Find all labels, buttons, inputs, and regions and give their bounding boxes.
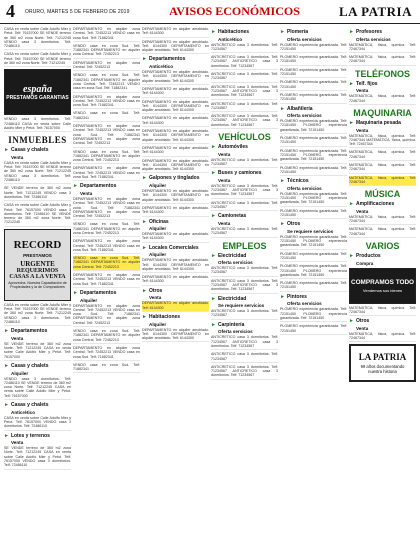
- classified-ad: MATEMÁTICA, física, química. Telf: 72467344: [349, 43, 416, 54]
- column-5: ► Plomería Oferta servicios PLOMERO experiencia garantizada. Telf: 72151450 PLOMERO experiencia garantizada. Telf: 72151450 PLOMERO experiencia garantizada. Telf: 72151450 PLOMERO experiencia garantizada. Telf: 72151450 PLOMERO experiencia garantizada. Telf: 72151450 ► Albañilería Oferta servicios PLOMERO experiencia garantizada. Telf: 72151450 PLOMERO experiencia garantizada. Telf: 72151450 PLOMERO experiencia garantizada. Telf: 72151450 PLOMERO experiencia garantizada. Telf: 72151450 PLOMERO experiencia garantizada. Telf: 72151450 PLOMERO experiencia garantizada. Telf: 72151450 ► Técnicos Oferta servicios PLOMERO experiencia garantizada. Telf: 72151450 PLOMERO experiencia garantizada. Telf: 72151450 PLOMERO experiencia garantizada. Telf: 72151450 ► Otros Se requiere servicios PLOMERO experiencia garantizada. Telf: 72151450 PLOMERO experiencia garantizada. Telf: 72151450 PLOMERO experiencia garantizada. Telf: 72151450 PLOMERO experiencia garantizada. Telf: 72151450 PLOMERO experiencia garantizada. Telf: 72151450 PLOMERO experiencia garantizada. Telf: 72151450 ► Pintores Oferta servicios PLOMERO experiencia garantizada. Telf: 72151450 PLOMERO experiencia garantizada. Telf: 72151450 PLOMERO experiencia garantizada. Telf: 72151450: [280, 27, 347, 539]
- arrow-right-icon: ►: [280, 105, 285, 112]
- classified-ad: CASA en venta sobre Calle Adolfo Mier y Petot. Telf: 76157000 SE VENDE terreno de 360 m2 zona Norte. Telf: 71212245 VENDO casa 3 dormitorios. Telf: 72486110: [4, 27, 71, 50]
- classified-ad: VENDO casa en zona Sud. Telf: 71882341: [73, 111, 140, 122]
- classified-ad: DEPARTAMENTO en alquiler zona Central. Telf: 72452213 VENDO casa en zona Sud. Telf: 71882341: [73, 166, 140, 181]
- section-header: ► Productos: [349, 253, 381, 260]
- classified-ad: DEPARTAMENTO en alquiler zona Central. Telf: 72452213 VENDO casa en zona Sud. Telf: 71882341: [73, 27, 140, 42]
- classified-ad: ANTICRETICO casa 3 dormitorios. Telf: 71234567: [211, 43, 278, 54]
- section-header: ► Departamentos: [73, 289, 117, 296]
- classified-ad: DEPARTAMENTO en alquiler zona Central. Telf: 72452213 VENDO casa en zona Sud. Telf: 71882341: [73, 239, 140, 254]
- section-header: ► Automóviles: [211, 144, 248, 151]
- classified-ad: VENDO casa en zona Sud. Telf: 71882341 DEPARTAMENTO en alquiler zona Central. Telf: 72452213: [73, 44, 140, 59]
- arrow-right-icon: ►: [349, 29, 354, 35]
- section-header: ► Telf. fijos: [349, 80, 378, 87]
- classified-ad: DEPARTAMENTO en alquiler zona Central. Telf: 72452213 VENDO casa en zona Sud. Telf: 71882341: [73, 95, 140, 110]
- section-header: ► Casas y chalets: [4, 402, 49, 409]
- arrow-right-icon: ►: [142, 218, 147, 225]
- classified-ad: SE VENDE terreno de 360 m2 zona Norte. Telf: 71212245 VENDO casa 3 dormitorios. Telf: 72486110: [4, 186, 71, 201]
- arrow-right-icon: ►: [4, 432, 9, 439]
- section-header: ► Camionetas: [211, 213, 247, 220]
- arrow-right-icon: ►: [280, 178, 285, 185]
- classified-ad: ANTICRETICO casa 3 dormitorios. Telf: 71234567: [211, 102, 278, 113]
- arrow-right-icon: ►: [4, 328, 9, 335]
- classified-ad: PLOMERO experiencia garantizada. Telf: 72151450 PLOMERO experiencia garantizada. Telf: 72151450: [280, 307, 347, 322]
- section-header: ► Plomería: [280, 29, 309, 35]
- classified-ad: MATEMÁTICA, física, química. Telf: 72467344: [349, 306, 416, 317]
- banner-musica: MÚSICA: [364, 189, 401, 200]
- column-1: CASA en venta sobre Calle Adolfo Mier y Petot. Telf: 76157000 SE VENDE terreno de 360 m2 zona Norte. Telf: 71212245 VENDO casa 3 dormitorios. Telf: 72486110 CASA en venta sobre Calle Adolfo Mier y Petot. Telf: 76157000 SE VENDE terreno de 360 m2 zona Norte. Telf: 71212245 españa PRESTAMOS GARANTIAS VENDO casa 3 dormitorios. Telf: 72486110 CASA en venta sobre Calle Adolfo Mier y Petot. Telf: 76157000 INMUEBLES ► Casas y chalets Venta CASA en venta sobre Calle Adolfo Mier y Petot. Telf: 76157000 SE VENDE terreno de 360 m2 zona Norte. Telf: 71212245 VENDO casa 3 dormitorios. Telf: 72486110 SE VENDE terreno de 360 m2 zona Norte. Telf: 71212245 VENDO casa 3 dormitorios. Telf: 72486110 CASA en venta sobre Calle Adolfo Mier y Petot. Telf: 76157000 VENDO casa 3 dormitorios. Telf: 72486110 SE VENDE terreno de 360 m2 zona Norte. Telf: 71212245 RECORD PRESTAMOS URGENTE REQUERIMOS CASAS A LA VENTA Aprovecha. Nuestra Capacitación de Propiedades y la de Compradores CASA en venta sobre Calle Adolfo Mier y Petot. Telf: 76157000 SE VENDE terreno de 360 m2 zona Norte. Telf: 71212245 VENDO casa 3 dormitorios. Telf: 72486110 ► Departamentos Venta SE VENDE terreno de 360 m2 zona Norte. Telf: 71212245 CASA en venta sobre Calle Adolfo Mier y Petot. Telf: 76157000 ► Casas y chalets Alquiler VENDO casa 3 dormitorios. Telf: 72486110 SE VENDE terreno de 360 m2 zona Norte. Telf: 71212245 CASA en venta sobre Calle Adolfo Mier y Petot. Telf: 76157000 ► Casas y chalets Anticrético CASA en venta sobre Calle Adolfo Mier y Petot. Telf: 76157000 VENDO casa 3 dormitorios. Telf: 72486110 ► Lotes y terrenos Venta SE VENDE terreno de 360 m2 zona Norte. Telf: 71212245 CASA en venta sobre Calle Adolfo Mier y Petot. Telf: 76157000 VENDO casa 3 dormitorios. Telf: 72486110: [4, 27, 71, 539]
- banner-telefonos: TELÉFONOS: [354, 68, 410, 79]
- classified-ad: DEPARTAMENTO en alquiler amoblado. Telf: 6144300 DEPARTAMENTO en alquiler amoblado. Telf: 6144300: [142, 189, 209, 204]
- arrow-right-icon: ►: [280, 221, 285, 228]
- classified-ad: MATEMÁTICA, física, química. Telf: 72467344: [349, 332, 416, 343]
- classified-ad: DEPARTAMENTO en alquiler amoblado. Telf: 6144300: [142, 275, 209, 286]
- classified-ad: PLOMERO experiencia garantizada. Telf: 72151450: [280, 281, 347, 292]
- section-title: AVISOS ECONÓMICOS: [169, 4, 300, 18]
- classified-ad: PLOMERO experiencia garantizada. Telf: 72151450: [280, 166, 347, 177]
- arrow-right-icon: ►: [142, 56, 147, 63]
- classified-ad: DEPARTAMENTO en alquiler amoblado. Telf: 6144300: [142, 232, 209, 243]
- section-header: ► Oficinas: [142, 218, 169, 225]
- page-header: [0, 0, 420, 24]
- arrow-right-icon: ►: [280, 29, 285, 35]
- classified-ad: PLOMERO experiencia garantizada. Telf: 72151450: [280, 252, 347, 263]
- classified-ad: DEPARTAMENTO en alquiler amoblado. Telf: 6144300: [142, 116, 209, 127]
- classified-ad: DEPARTAMENTO en alquiler amoblado. Telf: 6144300: [142, 87, 209, 98]
- arrow-right-icon: ►: [211, 144, 216, 151]
- classified-ad: ANTICRETICO casa 3 dormitorios. Telf: 71234567: [211, 72, 278, 83]
- classified-ad: PLOMERO experiencia garantizada. Telf: 72151450 PLOMERO experiencia garantizada. Telf: 72151450: [280, 149, 347, 164]
- classified-ad: DEPARTAMENTO en alquiler amoblado. Telf: 6144300 DEPARTAMENTO en alquiler amoblado. Telf: 6144300: [142, 40, 209, 55]
- classified-ad: ANTICRETICO casa 3 dormitorios. Telf: 71234567 ANTICRETICO casa 3 dormitorios. Telf: 71234567: [211, 365, 278, 380]
- arrow-right-icon: ►: [4, 402, 9, 409]
- highlighted-ad: DEPARTAMENTO en alquiler amoblado. Telf: 6144300: [142, 301, 209, 312]
- arrow-right-icon: ►: [142, 244, 147, 251]
- classified-ad: DEPARTAMENTO en alquiler amoblado. Telf: 6144300: [142, 27, 209, 38]
- classified-ad: ANTICRETICO casa 3 dormitorios. Telf: 71234567 ANTICRETICO casa 3 dormitorios. Telf: 71234567: [211, 114, 278, 129]
- classified-ad: ANTICRETICO casa 3 dormitorios. Telf: 71234567 ANTICRETICO casa 3 dormitorios. Telf: 71234567: [211, 184, 278, 199]
- classified-ad: VENDO casa en zona Sud. Telf: 71882341 DEPARTAMENTO en alquiler zona Central. Telf: 72452213 VENDO casa en zona Sud. Telf: 71882341: [73, 73, 140, 92]
- classified-ad: MATEMÁTICA, física, química. Telf: 72467344: [349, 163, 416, 174]
- classified-ad: DEPARTAMENTO en alquiler amoblado. Telf: 6144300 DEPARTAMENTO en alquiler amoblado. Telf: 6144300: [142, 100, 209, 115]
- classified-ad: MATEMÁTICA, física, química. Telf: 72467344: [349, 227, 416, 238]
- classified-ad: VENDO casa en zona Sud. Telf: 71882341 DEPARTAMENTO en alquiler zona Central. Telf: 72452213: [73, 329, 140, 344]
- classified-ad: ANTICRETICO casa 3 dormitorios. Telf: 71234567: [211, 158, 278, 169]
- arrow-right-icon: ►: [349, 80, 354, 87]
- section-header: ► Otros: [349, 318, 370, 325]
- classified-ad: MATEMÁTICA, física, química. Telf: 72467344: [349, 150, 416, 161]
- section-header: ► Pintores: [280, 293, 307, 300]
- classified-ad: DEPARTAMENTO en alquiler amoblado. Telf: 6144300 DEPARTAMENTO en alquiler amoblado. Telf: 6144300: [142, 129, 209, 144]
- classified-ad: MATEMÁTICA, física, química. Telf: 72467344: [349, 215, 416, 226]
- banner-empleos: EMPLEOS: [222, 240, 267, 251]
- section-header: ► Departamentos: [4, 328, 48, 335]
- section-header: ► Amplificaciones: [349, 201, 395, 208]
- classified-ad: ANTICRETICO casa 3 dormitorios. Telf: 71234567: [211, 352, 278, 363]
- classified-ad: VENDO casa 3 dormitorios. Telf: 72486110 CASA en venta sobre Calle Adolfo Mier y Petot. Telf: 76157000: [4, 117, 71, 132]
- classified-ad: PLOMERO experiencia garantizada. Telf: 72151450 PLOMERO experiencia garantizada. Telf: 72151450: [280, 264, 347, 279]
- la-patria-promo: LA PATRIA 99 años documentando nuestra historia: [349, 344, 416, 382]
- arrow-right-icon: ►: [142, 175, 147, 182]
- classified-ad: ANTICRETICO casa 3 dormitorios. Telf: 71234567: [211, 201, 278, 212]
- arrow-right-icon: ►: [349, 253, 354, 260]
- arrow-right-icon: ►: [211, 213, 216, 220]
- arrow-right-icon: ►: [211, 321, 216, 328]
- banner-varios: VARIOS: [365, 241, 400, 252]
- classified-ad: DEPARTAMENTO en alquiler zona Central. Telf: 72452213 VENDO casa en zona Sud. Telf: 71882341 DEPARTAMENTO en alquiler zona Central. Telf: 72452213: [73, 304, 140, 327]
- section-header: ► Departamentos: [73, 183, 117, 190]
- classified-ad: PLOMERO experiencia garantizada. Telf: 72151450: [280, 93, 347, 104]
- arrow-right-icon: ►: [349, 119, 354, 126]
- arrow-right-icon: ►: [349, 318, 354, 325]
- classified-ad: ANTICRETICO casa 3 dormitorios. Telf: 71234567 ANTICRETICO casa 3 dormitorios. Telf: 71234567: [211, 85, 278, 100]
- classified-ad: CASA en venta sobre Calle Adolfo Mier y Petot. Telf: 76157000 VENDO casa 3 dormitorios. Telf: 72486110: [4, 416, 71, 431]
- classified-ad: DEPARTAMENTO en alquiler zona Central. Telf: 72452213 VENDO casa en zona Sud. Telf: 71882341 DEPARTAMENTO en alquiler zona Central. Telf: 72452213: [73, 197, 140, 220]
- classified-ad: ANTICRETICO casa 3 dormitorios. Telf: 71234567: [211, 309, 278, 320]
- classified-ad: VENDO casa en zona Sud. Telf: 71882341 DEPARTAMENTO en alquiler zona Central. Telf: 72452213: [73, 150, 140, 165]
- section-header: ► Lotes y terrenos: [4, 432, 50, 439]
- arrow-right-icon: ►: [349, 201, 354, 208]
- classified-ad: PLOMERO experiencia garantizada. Telf: 72151450: [280, 136, 347, 147]
- classified-ad: DEPARTAMENTO en alquiler zona Central. Telf: 72452213: [73, 61, 140, 72]
- classified-ad: PLOMERO experiencia garantizada. Telf: 72151450 PLOMERO experiencia garantizada. Telf: 72151450: [280, 119, 347, 134]
- column-4: ► Habitaciones Anticrético ANTICRETICO casa 3 dormitorios. Telf: 71234567 ANTICRETICO casa 3 dormitorios. Telf: 71234567 ANTICRETICO casa 3 dormitorios. Telf: 71234567 ANTICRETICO casa 3 dormitorios. Telf: 71234567 ANTICRETICO casa 3 dormitorios. Telf: 71234567 ANTICRETICO casa 3 dormitorios. Telf: 71234567 ANTICRETICO casa 3 dormitorios. Telf: 71234567 ANTICRETICO casa 3 dormitorios. Telf: 71234567 ANTICRETICO casa 3 dormitorios. Telf: 71234567 VEHÍCULOS ► Automóviles Venta ANTICRETICO casa 3 dormitorios. Telf: 71234567 ► Buses y camiones Venta ANTICRETICO casa 3 dormitorios. Telf: 71234567 ANTICRETICO casa 3 dormitorios. Telf: 71234567 ANTICRETICO casa 3 dormitorios. Telf: 71234567 ► Camionetas Venta ANTICRETICO casa 3 dormitorios. Telf: 71234567 EMPLEOS ► Electricidad Oferta servicios ANTICRETICO casa 3 dormitorios. Telf: 71234567 ANTICRETICO casa 3 dormitorios. Telf: 71234567 ANTICRETICO casa 3 dormitorios. Telf: 71234567 ► Electricidad Se requiere servicios ANTICRETICO casa 3 dormitorios. Telf: 71234567 ► Carpintería Oferta servicios ANTICRETICO casa 3 dormitorios. Telf: 71234567 ANTICRETICO casa 3 dormitorios. Telf: 71234567 ANTICRETICO casa 3 dormitorios. Telf: 71234567 ANTICRETICO casa 3 dormitorios. Telf: 71234567 ANTICRETICO casa 3 dormitorios. Telf: 71234567: [211, 27, 278, 539]
- section-header: ► Buses y camiones: [211, 170, 262, 177]
- arrow-right-icon: ►: [142, 313, 147, 320]
- classified-ad: PLOMERO experiencia garantizada. Telf: 72151450: [280, 55, 347, 66]
- arrow-right-icon: ►: [4, 362, 9, 369]
- classified-ad: DEPARTAMENTO en alquiler zona Central. Telf: 72452213 VENDO casa en zona Sud. Telf: 71882341: [73, 346, 140, 361]
- arrow-right-icon: ►: [142, 287, 147, 294]
- classified-ad: PLOMERO experiencia garantizada. Telf: 72151450: [280, 209, 347, 220]
- classified-ad: ANTICRETICO casa 3 dormitorios. Telf: 71234567 ANTICRETICO casa 3 dormitorios. Telf: 71234567: [211, 55, 278, 70]
- section-header: ► Otros: [280, 221, 301, 228]
- classified-ad: PLOMERO experiencia garantizada. Telf: 72151450: [280, 324, 347, 335]
- banner-vehiculos: VEHÍCULOS: [218, 132, 271, 143]
- highlighted-ad: VENDO casa en zona Sud. Telf: 71882341 DEPARTAMENTO en alquiler zona Central. Telf: 72452213: [73, 256, 140, 271]
- classified-ad: PLOMERO experiencia garantizada. Telf: 72151450: [280, 43, 347, 54]
- arrow-right-icon: ►: [73, 183, 78, 190]
- arrow-right-icon: ►: [211, 252, 216, 259]
- section-header: ► Departamentos: [142, 56, 186, 63]
- classified-ad: DEPARTAMENTO en alquiler zona Central. Telf: 72452213 VENDO casa en zona Sud. Telf: 71882341: [73, 273, 140, 288]
- banner-maquinaria: MAQUINARIA: [353, 107, 412, 118]
- classified-ad: VENDO casa en zona Sud. Telf: 71882341 DEPARTAMENTO en alquiler zona Central. Telf: 72452213: [73, 222, 140, 237]
- arrow-right-icon: ►: [211, 295, 216, 302]
- page-date: ORURO, MARTES 5 DE FEBRERO DE 2019: [25, 8, 130, 15]
- classified-ad: CASA en venta sobre Calle Adolfo Mier y Petot. Telf: 76157000 SE VENDE terreno de 360 m2 zona Norte. Telf: 71212245: [4, 52, 71, 67]
- section-header: ► Casas y chalets: [4, 147, 49, 154]
- highlighted-ad: MATEMÁTICA, física, química. Telf: 72467344: [349, 176, 416, 187]
- record-logo: RECORD: [13, 239, 62, 252]
- section-header: ► Técnicos: [280, 178, 309, 185]
- classified-ad: DEPARTAMENTO en alquiler amoblado. Telf: 6144300 DEPARTAMENTO en alquiler amoblado. Telf: 6144300: [142, 258, 209, 273]
- spana-logo: españa: [23, 83, 52, 95]
- section-header: ► Galpones y tinglados: [142, 175, 200, 182]
- classified-ad: DEPARTAMENTO en alquiler amoblado. Telf: 6144300 DEPARTAMENTO en alquiler amoblado. Telf: 6144300: [142, 328, 209, 343]
- classified-ad: DEPARTAMENTO en alquiler zona Central. Telf: 72452213 VENDO casa en zona Sud. Telf: 71882341 DEPARTAMENTO en alquiler zona Central. Telf: 72452213: [73, 124, 140, 147]
- arrow-right-icon: ►: [211, 29, 216, 35]
- newspaper-brand: LA PATRIA: [339, 3, 412, 19]
- section-header: ► Maquinaria pesada: [349, 119, 401, 126]
- arrow-right-icon: ►: [211, 170, 216, 177]
- section-header: ► Profesores: [349, 29, 383, 35]
- section-header: ► Albañilería: [280, 105, 313, 112]
- classified-ad: ANTICRETICO casa 3 dormitorios. Telf: 71234567 ANTICRETICO casa 3 dormitorios. Telf: 71234567: [211, 279, 278, 294]
- classified-ad: SE VENDE terreno de 360 m2 zona Norte. Telf: 71212245 CASA en venta sobre Calle Adolfo Mier y Petot. Telf: 76157000: [4, 342, 71, 361]
- classified-ad: SE VENDE terreno de 360 m2 zona Norte. Telf: 71212245 CASA en venta sobre Calle Adolfo Mier y Petot. Telf: 76157000 VENDO casa 3 dormitorios. Telf: 72486110: [4, 446, 71, 469]
- classified-ad: DEPARTAMENTO en alquiler amoblado. Telf: 6144300: [142, 146, 209, 157]
- classified-ad: DEPARTAMENTO en alquiler amoblado. Telf: 6144300 DEPARTAMENTO en alquiler amoblado. Telf: 6144300: [142, 70, 209, 85]
- section-header: ► Carpintería: [211, 321, 245, 328]
- arrow-right-icon: ►: [280, 293, 285, 300]
- classified-ad: ANTICRETICO casa 3 dormitorios. Telf: 71234567 ANTICRETICO casa 3 dormitorios. Telf: 71234567: [211, 335, 278, 350]
- record-advertisement: RECORD PRESTAMOS URGENTE REQUERIMOS CASAS A LA VENTA Aprovecha. Nuestra Capacitación de Propiedades y la de Compradores: [4, 229, 71, 301]
- column-6: ► Profesores Oferta servicios MATEMÁTICA, física, química. Telf: 72467344 MATEMÁTICA, física, química. Telf: 72467344 TELÉFONOS ► Telf. fijos Venta MATEMÁTICA, física, química. Telf: 72467344 MAQUINARIA ► Maquinaria pesada Venta MATEMÁTICA, física, química. Telf: 72467344 MATEMÁTICA, física, química. Telf: 72467344 MATEMÁTICA, física, química. Telf: 72467344 MATEMÁTICA, física, química. Telf: 72467344 MATEMÁTICA, física, química. Telf: 72467344 MÚSICA ► Amplificaciones Venta MATEMÁTICA, física, química. Telf: 72467344 MATEMÁTICA, física, química. Telf: 72467344 VARIOS ► Productos Compra COMPRAMOS TODO Vendemos sus bienes MATEMÁTICA, física, química. Telf: 72467344 ► Otros Venta MATEMÁTICA, física, química. Telf: 72467344 LA PATRIA 99 años documentando nuestra historia: [349, 27, 416, 539]
- classified-ad: CASA en venta sobre Calle Adolfo Mier y Petot. Telf: 76157000 SE VENDE terreno de 360 m2 zona Norte. Telf: 71212245 VENDO casa 3 dormitorios. Telf: 72486110: [4, 303, 71, 326]
- classified-ad: VENDO casa en zona Sud. Telf: 71882341: [73, 363, 140, 374]
- classified-ad: ANTICRETICO casa 3 dormitorios. Telf: 71234567: [211, 227, 278, 238]
- classified-ad: ANTICRETICO casa 3 dormitorios. Telf: 71234567: [211, 266, 278, 277]
- classified-ad: CASA en venta sobre Calle Adolfo Mier y Petot. Telf: 76157000 VENDO casa 3 dormitorios. Telf: 72486110 SE VENDE terreno de 360 m2 zona Norte. Telf: 71212245: [4, 203, 71, 226]
- classified-ad: CASA en venta sobre Calle Adolfo Mier y Petot. Telf: 76157000 SE VENDE terreno de 360 m2 zona Norte. Telf: 71212245 VENDO casa 3 dormitorios. Telf: 72486110: [4, 161, 71, 184]
- section-header: ► Electricidad: [211, 252, 247, 259]
- section-header: ► Habitaciones: [142, 313, 181, 320]
- classified-ad: MATEMÁTICA, física, química. Telf: 72467344: [349, 94, 416, 105]
- spana-advertisement: españa PRESTAMOS GARANTIAS: [4, 69, 71, 115]
- classified-ad: MATEMÁTICA, física, química. Telf: 72467344: [349, 55, 416, 66]
- section-header: ► Locales Comerciales: [142, 244, 199, 251]
- classified-ad: DEPARTAMENTO en alquiler amoblado. Telf: 6144300 DEPARTAMENTO en alquiler amoblado. Telf: 6144300: [142, 159, 209, 174]
- arrow-right-icon: ►: [4, 147, 9, 154]
- compramos-advertisement: COMPRAMOS TODO Vendemos sus bienes: [349, 268, 416, 304]
- column-3: DEPARTAMENTO en alquiler amoblado. Telf: 6144300 DEPARTAMENTO en alquiler amoblado. Telf: 6144300 DEPARTAMENTO en alquiler amoblado. Telf: 6144300 ► Departamentos Anticrético DEPARTAMENTO en alquiler amoblado. Telf: 6144300 DEPARTAMENTO en alquiler amoblado. Telf: 6144300 DEPARTAMENTO en alquiler amoblado. Telf: 6144300 DEPARTAMENTO en alquiler amoblado. Telf: 6144300 DEPARTAMENTO en alquiler amoblado. Telf: 6144300 DEPARTAMENTO en alquiler amoblado. Telf: 6144300 DEPARTAMENTO en alquiler amoblado. Telf: 6144300 DEPARTAMENTO en alquiler amoblado. Telf: 6144300 DEPARTAMENTO en alquiler amoblado. Telf: 6144300 DEPARTAMENTO en alquiler amoblado. Telf: 6144300 DEPARTAMENTO en alquiler amoblado. Telf: 6144300 ► Galpones y tinglados Alquiler DEPARTAMENTO en alquiler amoblado. Telf: 6144300 DEPARTAMENTO en alquiler amoblado. Telf: 6144300 DEPARTAMENTO en alquiler amoblado. Telf: 6144300 ► Oficinas Alquiler DEPARTAMENTO en alquiler amoblado. Telf: 6144300 ► Locales Comerciales Alquiler DEPARTAMENTO en alquiler amoblado. Telf: 6144300 DEPARTAMENTO en alquiler amoblado. Telf: 6144300 DEPARTAMENTO en alquiler amoblado. Telf: 6144300 ► Otros Venta DEPARTAMENTO en alquiler amoblado. Telf: 6144300 ► Habitaciones Alquiler DEPARTAMENTO en alquiler amoblado. Telf: 6144300 DEPARTAMENTO en alquiler amoblado. Telf: 6144300: [142, 27, 209, 539]
- section-header: ► Electricidad: [211, 295, 247, 302]
- classified-ad: PLOMERO experiencia garantizada. Telf: 72151450: [280, 68, 347, 79]
- arrow-right-icon: ►: [73, 289, 78, 296]
- classified-ad: DEPARTAMENTO en alquiler amoblado. Telf: 6144300: [142, 206, 209, 217]
- classified-ad: VENDO casa 3 dormitorios. Telf: 72486110 SE VENDE terreno de 360 m2 zona Norte. Telf: 71212245 CASA en venta sobre Calle Adolfo Mier y Petot. Telf: 76157000: [4, 377, 71, 400]
- classified-ad: PLOMERO experiencia garantizada. Telf: 72151450: [280, 80, 347, 91]
- section-header: ► Casas y chalets: [4, 362, 49, 369]
- section-header: ► Otros: [142, 287, 163, 294]
- page-number: 4: [6, 1, 15, 21]
- banner-inmuebles: INMUEBLES: [8, 135, 67, 146]
- column-2: DEPARTAMENTO en alquiler zona Central. Telf: 72452213 VENDO casa en zona Sud. Telf: 71882341 VENDO casa en zona Sud. Telf: 71882341 DEPARTAMENTO en alquiler zona Central. Telf: 72452213 DEPARTAMENTO en alquiler zona Central. Telf: 72452213 VENDO casa en zona Sud. Telf: 71882341 DEPARTAMENTO en alquiler zona Central. Telf: 72452213 VENDO casa en zona Sud. Telf: 71882341 DEPARTAMENTO en alquiler zona Central. Telf: 72452213 VENDO casa en zona Sud. Telf: 71882341 VENDO casa en zona Sud. Telf: 71882341 DEPARTAMENTO en alquiler zona Central. Telf: 72452213 VENDO casa en zona Sud. Telf: 71882341 DEPARTAMENTO en alquiler zona Central. Telf: 72452213 VENDO casa en zona Sud. Telf: 71882341 DEPARTAMENTO en alquiler zona Central. Telf: 72452213 DEPARTAMENTO en alquiler zona Central. Telf: 72452213 VENDO casa en zona Sud. Telf: 71882341 ► Departamentos Venta DEPARTAMENTO en alquiler zona Central. Telf: 72452213 VENDO casa en zona Sud. Telf: 71882341 DEPARTAMENTO en alquiler zona Central. Telf: 72452213 VENDO casa en zona Sud. Telf: 71882341 DEPARTAMENTO en alquiler zona Central. Telf: 72452213 DEPARTAMENTO en alquiler zona Central. Telf: 72452213 VENDO casa en zona Sud. Telf: 71882341 VENDO casa en zona Sud. Telf: 71882341 DEPARTAMENTO en alquiler zona Central. Telf: 72452213 DEPARTAMENTO en alquiler zona Central. Telf: 72452213 VENDO casa en zona Sud. Telf: 71882341 ► Departamentos Alquiler DEPARTAMENTO en alquiler zona Central. Telf: 72452213 VENDO casa en zona Sud. Telf: 71882341 DEPARTAMENTO en alquiler zona Central. Telf: 72452213 VENDO casa en zona Sud. Telf: 71882341 DEPARTAMENTO en alquiler zona Central. Telf: 72452213 DEPARTAMENTO en alquiler zona Central. Telf: 72452213 VENDO casa en zona Sud. Telf: 71882341 VENDO casa en zona Sud. Telf: 71882341: [73, 27, 140, 539]
- classified-ad: PLOMERO experiencia garantizada. Telf: 72151450 PLOMERO experiencia garantizada. Telf: 72151450: [280, 235, 347, 250]
- classified-ad: MATEMÁTICA, física, química. Telf: 72467344 MATEMÁTICA, física, química. Telf: 72467344: [349, 134, 416, 149]
- classified-ad: PLOMERO experiencia garantizada. Telf: 72151450 PLOMERO experiencia garantizada. Telf: 72151450: [280, 192, 347, 207]
- section-header: ► Habitaciones: [211, 29, 250, 35]
